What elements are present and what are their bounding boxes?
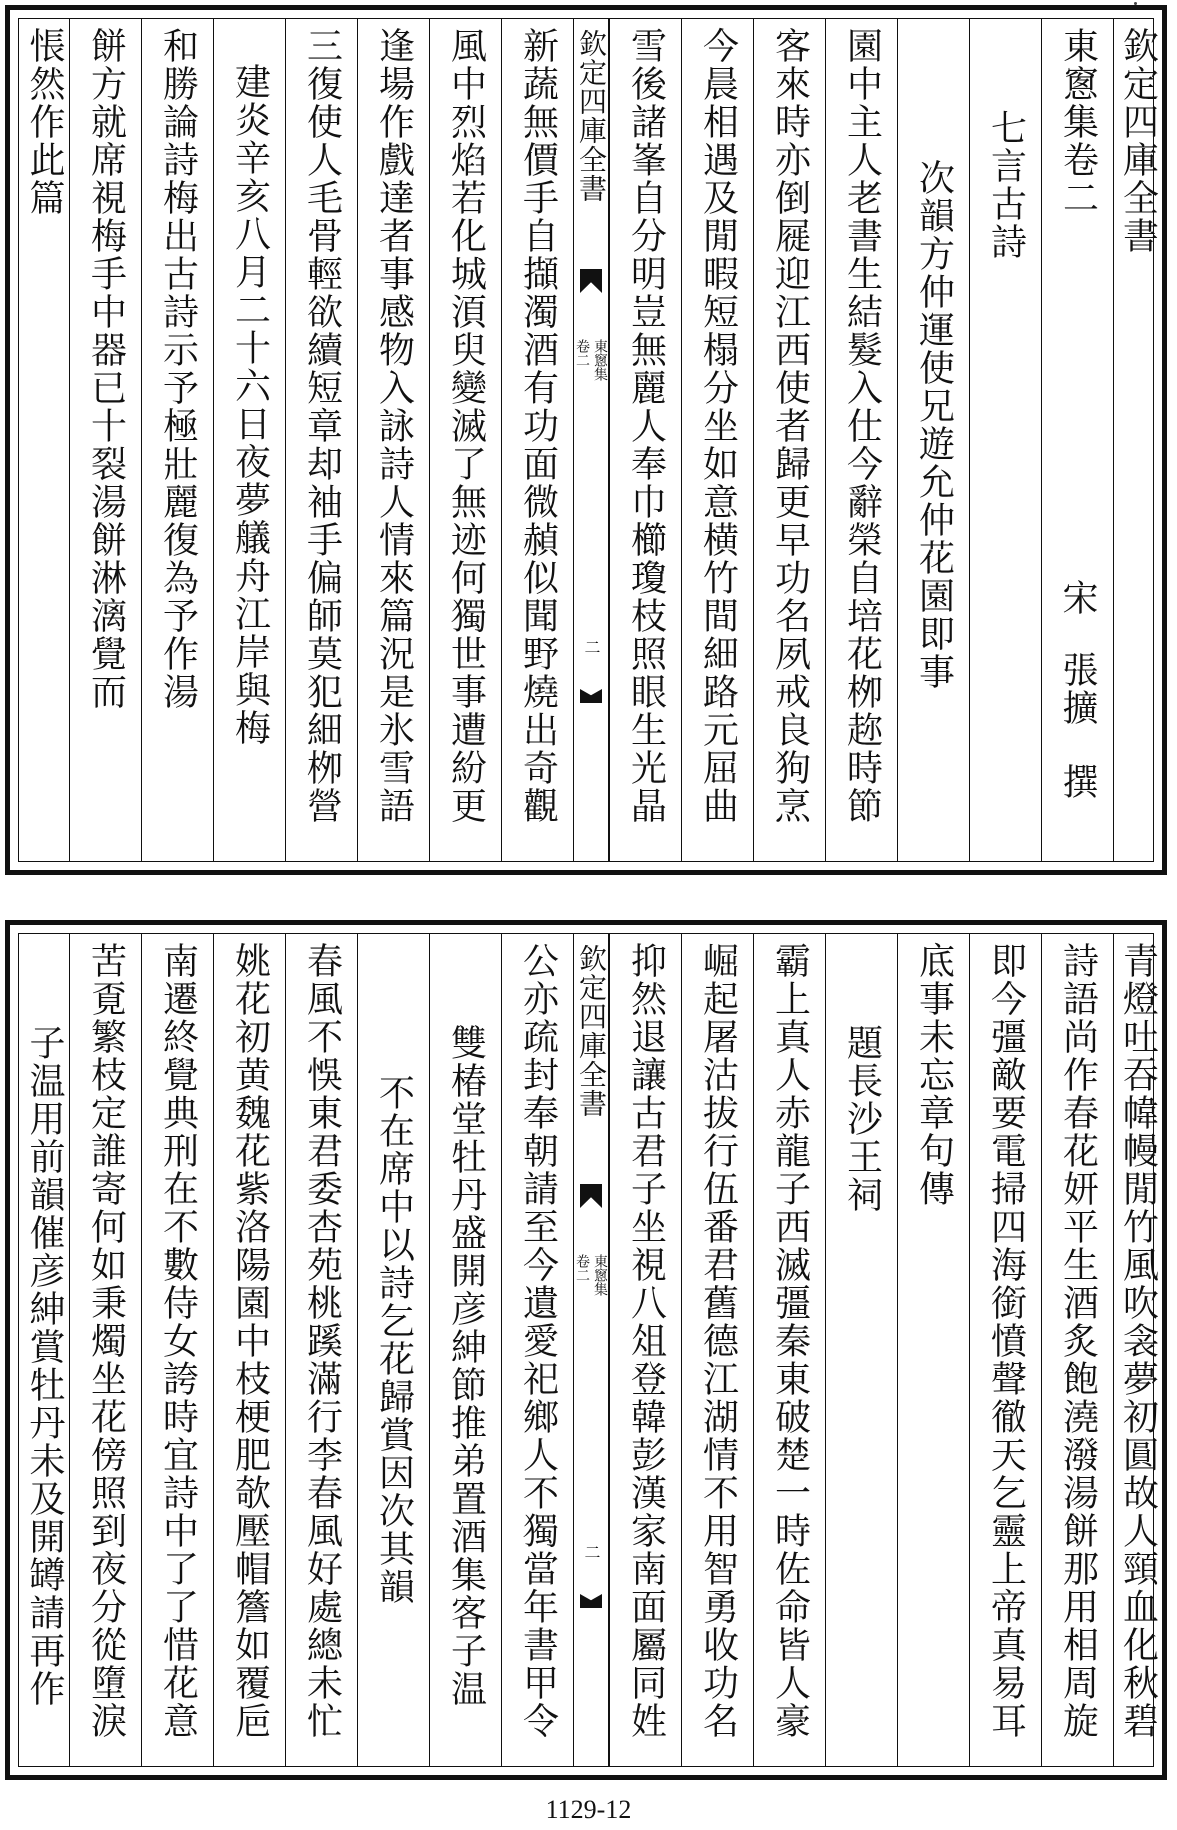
bottom-col-8 [501,934,573,1766]
gutter-title: 欽定四庫全書 [575,944,608,1118]
dynasty-label: 宋 [1057,579,1098,615]
fishtail-mark [580,1184,602,1208]
top-gutter [573,19,609,861]
top-col-3 [897,19,969,861]
bottom-page-frame [18,933,1159,1767]
top-col-11 [285,19,357,861]
top-col-12 [213,19,285,861]
poem-preface: 建炎辛亥八月二十六日夜夢艤舟江岸與梅 [229,63,271,747]
top-col-13 [141,19,213,861]
text-column: 今晨相遇及閒暇短榻分坐如意横竹間細路元屈曲 [697,27,739,825]
bottom-col-11 [285,934,357,1766]
text-column: 青燈吐吞幃幔閒竹風吹衾夢初圓故人頸血化秋碧 [1117,942,1159,1740]
fishtail-mark [580,269,602,293]
bottom-gutter [573,934,609,1766]
text-column: 三復使人毛骨輕欲續短章却袖手偏師莫犯細栁營 [301,27,343,825]
poem-title: 雙椿堂牡丹盛開彦紳節推弟置酒集客子温 [445,1024,487,1708]
gutter-book: 東窻集 [592,339,608,381]
gutter-juan: 卷二 [574,339,590,367]
text-column: 即今彊敵要電掃四海銜憤聲徹天乞靈上帝真易耳 [985,942,1027,1740]
poem-preface: 餅方就席視梅手中器已十裂湯餅淋漓覺而 [85,27,127,711]
text-column: 客來時亦倒屣迎江西使者歸更早功名夙戒良狗烹 [769,27,811,825]
top-col-6 [681,19,753,861]
author-role: 撰 [1057,763,1098,799]
fishtail-mark-lower [580,1594,602,1608]
poem-title: 題長沙王祠 [841,1024,883,1214]
bottom-col-10 [357,934,429,1766]
bottom-col-2 [969,934,1041,1766]
text-column: 雪後諸峯自分明豈無麗人奉巾櫛瓊枝照眼生光晶 [625,27,667,825]
top-col-9 [429,19,501,861]
bottom-col-3 [897,934,969,1766]
bottom-col-7 [609,934,681,1766]
bottom-col-14 [69,934,141,1766]
bottom-col-15 [19,934,69,1766]
text-column: 春風不悞東君委杏苑桃蹊滿行李春風好處總未忙 [301,942,343,1740]
fishtail-mark-lower [580,689,602,703]
text-column: 姚花初黄魏花紫洛陽園中枝梗肥欹壓帽簷如覆巵 [229,942,271,1740]
text-column: 詩語尚作春花妍平生酒炙飽澆潑湯餅那用相周旋 [1057,942,1099,1740]
bottom-col-9 [429,934,501,1766]
poem-preface: 悵然作此篇 [24,27,65,217]
poem-title: 不在席中以詩乞花歸賞因次其韻 [373,1074,415,1606]
top-col-8 [501,19,573,861]
poem-title: 次韻方仲運使兄遊允仲花園即事 [913,159,955,691]
top-page-panel [5,5,1167,875]
section-heading: 七言古詩 [985,109,1027,261]
book-title: 欽定四庫全書 [1117,27,1159,255]
text-column: 南遷終覺典刑在不數侍女誇時宜詩中了了惜花意 [157,942,199,1740]
bottom-col-1 [1041,934,1113,1766]
text-column: 苦覔繁枝定誰寄何如秉燭坐花傍照到夜分從墮淚 [85,942,127,1740]
bottom-col-4 [825,934,897,1766]
gutter-folio: 二 [582,639,601,655]
page-number: 1129-12 [545,1795,632,1824]
bottom-page-panel [5,920,1167,1780]
top-page-frame [18,18,1159,862]
gutter-title: 欽定四庫全書 [575,29,608,203]
text-column: 逢場作戲達者事感物入詠詩人情來篇況是氷雪語 [373,27,415,825]
top-col-0 [1113,19,1161,861]
gutter-juan: 卷二 [574,1254,590,1282]
poem-preface: 和勝論詩梅出古詩示予極壯麗復為予作湯 [157,27,199,711]
author-name: 張擴 [1057,651,1098,727]
top-col-10 [357,19,429,861]
text-column: 霸上真人赤龍子西滅彊秦東破楚一時佐命皆人豪 [769,942,811,1740]
text-column: 風中烈焰若化城湏臾變滅了無迹何獨世事遭紛更 [445,27,487,825]
gutter-folio: 二 [582,1544,601,1560]
bottom-col-0 [1113,934,1161,1766]
text-column: 抑然退讓古君子坐視八俎登韓彭漢家南面屬同姓 [625,942,667,1740]
top-col-1 [1041,19,1113,861]
bottom-col-5 [753,934,825,1766]
poem-title: 子温用前韻催彦紳賞牡丹未及開罇請再作 [24,1024,65,1708]
top-col-15 [19,19,69,861]
bottom-col-13 [141,934,213,1766]
top-col-2 [969,19,1041,861]
bottom-col-6 [681,934,753,1766]
bottom-col-12 [213,934,285,1766]
volume-title: 東窻集卷二 [1057,27,1099,217]
top-col-14 [69,19,141,861]
text-column: 公亦疏封奉朝請至今遺愛祀鄉人不獨當年書甲令 [517,942,559,1740]
text-column: 園中主人老書生結髮入仕今辭榮自培花栁趂時節 [841,27,883,825]
text-column: 崛起屠沽拔行伍番君舊德江湖情不用智勇收功名 [697,942,739,1740]
gutter-book: 東窻集 [592,1254,608,1296]
top-col-4 [825,19,897,861]
text-column: 底事未忘章句傳 [913,942,955,1208]
text-column: 新蔬無價手自擷濁酒有功面微赬似聞野燒出奇觀 [517,27,559,825]
top-col-7 [609,19,681,861]
top-col-5 [753,19,825,861]
